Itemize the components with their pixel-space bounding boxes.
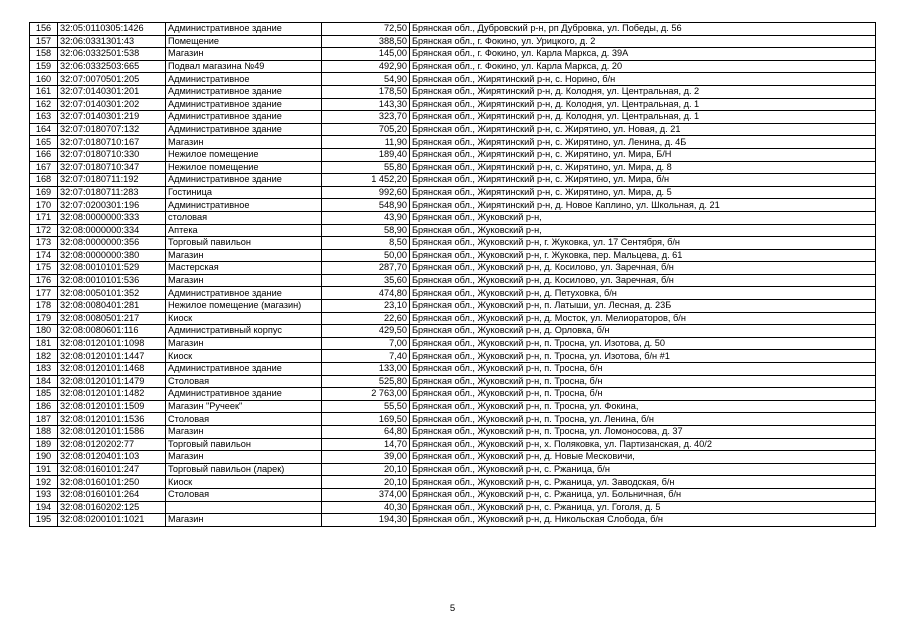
area-cell: 64,80 <box>322 426 410 439</box>
area-cell: 2 763,00 <box>322 388 410 401</box>
area-cell: 7,00 <box>322 337 410 350</box>
address-cell: Брянская обл., Дубровский р-н, рп Дубровка, ул. Победы, д. 56 <box>410 23 876 36</box>
object-name-cell: Торговый павильон (ларек) <box>166 463 322 476</box>
row-number-cell: 171 <box>30 211 58 224</box>
cadastral-number-cell: 32:07:0180710:347 <box>58 161 166 174</box>
object-name-cell: Магазин <box>166 274 322 287</box>
object-name-cell: Административное <box>166 73 322 86</box>
table-row <box>30 161 876 174</box>
cadastral-number-cell: 32:08:0120101:1586 <box>58 426 166 439</box>
address-cell: Брянская обл., Жуковский р-н, д. Косилово, ул. Заречная, б/н <box>410 274 876 287</box>
area-cell: 40,30 <box>322 501 410 514</box>
address-cell: Брянская обл., Жирятинский р-н, с. Жирятино, ул. Мира, Б/Н <box>410 148 876 161</box>
address-cell: Брянская обл., Жуковский р-н, с. Ржаница, ул. Гоголя, д. 5 <box>410 501 876 514</box>
table-row <box>30 237 876 250</box>
area-cell: 55,50 <box>322 400 410 413</box>
object-name-cell: Административное здание <box>166 363 322 376</box>
table-row <box>30 123 876 136</box>
address-cell: Брянская обл., Жуковский р-н, д. Новые Месковичи, <box>410 451 876 464</box>
cadastral-number-cell: 32:07:0180707:132 <box>58 123 166 136</box>
address-cell: Брянская обл., Жирятинский р-н, д. Новое Каплино, ул. Школьная, д. 21 <box>410 199 876 212</box>
address-cell: Брянская обл., Жуковский р-н, д. Петуховка, б/н <box>410 287 876 300</box>
object-name-cell: Магазин "Ручеек" <box>166 400 322 413</box>
row-number-cell: 157 <box>30 35 58 48</box>
page-number: 5 <box>449 603 456 614</box>
area-cell: 1 452,20 <box>322 174 410 187</box>
row-number-cell: 192 <box>30 476 58 489</box>
row-number-cell: 164 <box>30 123 58 136</box>
area-cell: 194,30 <box>322 514 410 527</box>
area-cell: 35,60 <box>322 274 410 287</box>
row-number-cell: 158 <box>30 48 58 61</box>
row-number-cell: 156 <box>30 23 58 36</box>
object-name-cell: Административное здание <box>166 174 322 187</box>
object-name-cell: Магазин <box>166 48 322 61</box>
area-cell: 145,00 <box>322 48 410 61</box>
address-cell: Брянская обл., Жуковский р-н, д. Никольская Слобода, б/н <box>410 514 876 527</box>
table-row <box>30 136 876 149</box>
table-row <box>30 400 876 413</box>
address-cell: Брянская обл., г. Фокино, ул. Урицкого, д. 2 <box>410 35 876 48</box>
cadastral-number-cell: 32:08:0160101:247 <box>58 463 166 476</box>
object-name-cell: Административное здание <box>166 287 322 300</box>
address-cell: Брянская обл., г. Фокино, ул. Карла Маркса, д. 39А <box>410 48 876 61</box>
row-number-cell: 186 <box>30 400 58 413</box>
row-number-cell: 159 <box>30 60 58 73</box>
cadastral-number-cell: 32:08:0080401:281 <box>58 300 166 313</box>
cadastral-number-cell: 32:08:0080601:116 <box>58 325 166 338</box>
area-cell: 287,70 <box>322 262 410 275</box>
table-row <box>30 438 876 451</box>
table-row <box>30 249 876 262</box>
row-number-cell: 169 <box>30 186 58 199</box>
row-number-cell: 173 <box>30 237 58 250</box>
row-number-cell: 184 <box>30 375 58 388</box>
row-number-cell: 182 <box>30 350 58 363</box>
property-register-table <box>29 22 876 527</box>
cadastral-number-cell: 32:08:0120101:1536 <box>58 413 166 426</box>
address-cell: Брянская обл., Жуковский р-н, п. Тросна, ул. Ленина, б/н <box>410 413 876 426</box>
table-row <box>30 224 876 237</box>
cadastral-number-cell: 32:08:0000000:333 <box>58 211 166 224</box>
cadastral-number-cell: 32:08:0010101:529 <box>58 262 166 275</box>
area-cell: 55,80 <box>322 161 410 174</box>
table-row <box>30 85 876 98</box>
cadastral-number-cell: 32:07:0140301:202 <box>58 98 166 111</box>
object-name-cell: Киоск <box>166 476 322 489</box>
address-cell: Брянская обл., Жирятинский р-н, с. Жирятино, ул. Мира, б/н <box>410 174 876 187</box>
cadastral-number-cell: 32:08:0000000:334 <box>58 224 166 237</box>
area-cell: 388,50 <box>322 35 410 48</box>
address-cell: Брянская обл., Жуковский р-н, д. Косилово, ул. Заречная, б/н <box>410 262 876 275</box>
object-name-cell: Административное здание <box>166 111 322 124</box>
address-cell: Брянская обл., Жуковский р-н, п. Тросна, ул. Фокина, <box>410 400 876 413</box>
cadastral-number-cell: 32:07:0070501:205 <box>58 73 166 86</box>
table-row <box>30 426 876 439</box>
address-cell: Брянская обл., Жирятинский р-н, д. Колодня, ул. Центральная, д. 2 <box>410 85 876 98</box>
object-name-cell: Административный корпус <box>166 325 322 338</box>
area-cell: 178,50 <box>322 85 410 98</box>
table-row <box>30 48 876 61</box>
object-name-cell: Нежилое помещение <box>166 148 322 161</box>
address-cell: Брянская обл., Жуковский р-н, д. Орловка, б/н <box>410 325 876 338</box>
object-name-cell: Торговый павильон <box>166 438 322 451</box>
object-name-cell: Столовая <box>166 488 322 501</box>
table-row <box>30 300 876 313</box>
table-row <box>30 476 876 489</box>
row-number-cell: 162 <box>30 98 58 111</box>
cadastral-number-cell: 32:06:0332503:665 <box>58 60 166 73</box>
object-name-cell <box>166 501 322 514</box>
address-cell: Брянская обл., Жуковский р-н, х. Поляковка, ул. Партизанская, д. 40/2 <box>410 438 876 451</box>
row-number-cell: 187 <box>30 413 58 426</box>
address-cell: Брянская обл., Жуковский р-н, с. Ржаница, ул. Заводская, б/н <box>410 476 876 489</box>
area-cell: 14,70 <box>322 438 410 451</box>
area-cell: 323,70 <box>322 111 410 124</box>
area-cell: 11,90 <box>322 136 410 149</box>
table-row <box>30 98 876 111</box>
table-row <box>30 274 876 287</box>
table-row <box>30 35 876 48</box>
area-cell: 133,00 <box>322 363 410 376</box>
cadastral-number-cell: 32:08:0120101:1468 <box>58 363 166 376</box>
cadastral-number-cell: 32:08:0120202:77 <box>58 438 166 451</box>
row-number-cell: 160 <box>30 73 58 86</box>
area-cell: 143,30 <box>322 98 410 111</box>
cadastral-number-cell: 32:08:0160101:264 <box>58 488 166 501</box>
cadastral-number-cell: 32:06:0331301:43 <box>58 35 166 48</box>
area-cell: 20,10 <box>322 463 410 476</box>
area-cell: 23,10 <box>322 300 410 313</box>
area-cell: 72,50 <box>322 23 410 36</box>
address-cell: Брянская обл., Жуковский р-н, д. Мосток, ул. Мелиораторов, б/н <box>410 312 876 325</box>
area-cell: 374,00 <box>322 488 410 501</box>
object-name-cell: Мастерская <box>166 262 322 275</box>
area-cell: 20,10 <box>322 476 410 489</box>
table-row <box>30 363 876 376</box>
row-number-cell: 190 <box>30 451 58 464</box>
row-number-cell: 174 <box>30 249 58 262</box>
object-name-cell: Магазин <box>166 426 322 439</box>
table-row <box>30 312 876 325</box>
object-name-cell: Административное здание <box>166 85 322 98</box>
object-name-cell: Киоск <box>166 350 322 363</box>
table-row <box>30 60 876 73</box>
row-number-cell: 166 <box>30 148 58 161</box>
area-cell: 8,50 <box>322 237 410 250</box>
cadastral-number-cell: 32:08:0120101:1482 <box>58 388 166 401</box>
object-name-cell: Подвал магазина №49 <box>166 60 322 73</box>
address-cell: Брянская обл., г. Фокино, ул. Карла Маркса, д. 20 <box>410 60 876 73</box>
register-table-body <box>30 23 876 527</box>
row-number-cell: 185 <box>30 388 58 401</box>
address-cell: Брянская обл., Жуковский р-н, с. Ржаница, ул. Больничная, б/н <box>410 488 876 501</box>
table-row <box>30 501 876 514</box>
object-name-cell: Торговый павильон <box>166 237 322 250</box>
row-number-cell: 183 <box>30 363 58 376</box>
cadastral-number-cell: 32:08:0000000:356 <box>58 237 166 250</box>
table-row <box>30 287 876 300</box>
address-cell: Брянская обл., Жуковский р-н, п. Латыши, ул. Лесная, д. 23Б <box>410 300 876 313</box>
area-cell: 50,00 <box>322 249 410 262</box>
cadastral-number-cell: 32:08:0080501:217 <box>58 312 166 325</box>
table-row <box>30 186 876 199</box>
area-cell: 705,20 <box>322 123 410 136</box>
area-cell: 7,40 <box>322 350 410 363</box>
object-name-cell: Административное <box>166 199 322 212</box>
object-name-cell: Магазин <box>166 136 322 149</box>
address-cell: Брянская обл., Жуковский р-н, п. Тросна, б/н <box>410 388 876 401</box>
cadastral-number-cell: 32:05:0110305:1426 <box>58 23 166 36</box>
object-name-cell: Административное здание <box>166 388 322 401</box>
address-cell: Брянская обл., Жуковский р-н, с. Ржаница, б/н <box>410 463 876 476</box>
object-name-cell: Административное здание <box>166 98 322 111</box>
address-cell: Брянская обл., Жирятинский р-н, с. Жирятино, ул. Мира, д. 5 <box>410 186 876 199</box>
row-number-cell: 195 <box>30 514 58 527</box>
cadastral-number-cell: 32:08:0000000:380 <box>58 249 166 262</box>
table-row <box>30 262 876 275</box>
cadastral-number-cell: 32:08:0160101:250 <box>58 476 166 489</box>
object-name-cell: Гостиница <box>166 186 322 199</box>
object-name-cell: Магазин <box>166 337 322 350</box>
address-cell: Брянская обл., Жуковский р-н, п. Тросна, б/н <box>410 363 876 376</box>
object-name-cell: Нежилое помещение (магазин) <box>166 300 322 313</box>
area-cell: 169,50 <box>322 413 410 426</box>
table-row <box>30 148 876 161</box>
object-name-cell: Административное здание <box>166 123 322 136</box>
table-row <box>30 211 876 224</box>
object-name-cell: Магазин <box>166 249 322 262</box>
cadastral-number-cell: 32:08:0160202:125 <box>58 501 166 514</box>
object-name-cell: Магазин <box>166 451 322 464</box>
row-number-cell: 172 <box>30 224 58 237</box>
row-number-cell: 178 <box>30 300 58 313</box>
cadastral-number-cell: 32:07:0180710:330 <box>58 148 166 161</box>
address-cell: Брянская обл., Жуковский р-н, г. Жуковка, пер. Мальцева, д. 61 <box>410 249 876 262</box>
area-cell: 43,90 <box>322 211 410 224</box>
address-cell: Брянская обл., Жирятинский р-н, д. Колодня, ул. Центральная, д. 1 <box>410 98 876 111</box>
object-name-cell: Киоск <box>166 312 322 325</box>
row-number-cell: 165 <box>30 136 58 149</box>
cadastral-number-cell: 32:08:0120101:1447 <box>58 350 166 363</box>
object-name-cell: Столовая <box>166 375 322 388</box>
table-row <box>30 350 876 363</box>
address-cell: Брянская обл., Жирятинский р-н, с. Жирятино, ул. Мира, д. 8 <box>410 161 876 174</box>
object-name-cell: столовая <box>166 211 322 224</box>
object-name-cell: Административное здание <box>166 23 322 36</box>
cadastral-number-cell: 32:07:0180710:167 <box>58 136 166 149</box>
row-number-cell: 193 <box>30 488 58 501</box>
row-number-cell: 170 <box>30 199 58 212</box>
area-cell: 492,90 <box>322 60 410 73</box>
row-number-cell: 167 <box>30 161 58 174</box>
table-row <box>30 111 876 124</box>
cadastral-number-cell: 32:08:0120101:1479 <box>58 375 166 388</box>
address-cell: Брянская обл., Жуковский р-н, <box>410 211 876 224</box>
row-number-cell: 181 <box>30 337 58 350</box>
row-number-cell: 194 <box>30 501 58 514</box>
area-cell: 548,90 <box>322 199 410 212</box>
cadastral-number-cell: 32:07:0140301:219 <box>58 111 166 124</box>
row-number-cell: 188 <box>30 426 58 439</box>
cadastral-number-cell: 32:08:0120101:1098 <box>58 337 166 350</box>
address-cell: Брянская обл., Жуковский р-н, п. Тросна, ул. Изотова, д. 50 <box>410 337 876 350</box>
table-row <box>30 23 876 36</box>
area-cell: 58,90 <box>322 224 410 237</box>
row-number-cell: 175 <box>30 262 58 275</box>
table-row <box>30 514 876 527</box>
table-row <box>30 388 876 401</box>
row-number-cell: 191 <box>30 463 58 476</box>
row-number-cell: 189 <box>30 438 58 451</box>
row-number-cell: 179 <box>30 312 58 325</box>
object-name-cell: Столовая <box>166 413 322 426</box>
object-name-cell: Магазин <box>166 514 322 527</box>
cadastral-number-cell: 32:08:0010101:536 <box>58 274 166 287</box>
area-cell: 429,50 <box>322 325 410 338</box>
table-row <box>30 325 876 338</box>
table-row <box>30 337 876 350</box>
cadastral-number-cell: 32:07:0200301:196 <box>58 199 166 212</box>
address-cell: Брянская обл., Жирятинский р-н, д. Колодня, ул. Центральная, д. 1 <box>410 111 876 124</box>
object-name-cell: Нежилое помещение <box>166 161 322 174</box>
table-row <box>30 413 876 426</box>
area-cell: 39,00 <box>322 451 410 464</box>
table-row <box>30 73 876 86</box>
cadastral-number-cell: 32:06:0332501:538 <box>58 48 166 61</box>
table-row <box>30 488 876 501</box>
address-cell: Брянская обл., Жуковский р-н, п. Тросна, ул. Изотова, б/н #1 <box>410 350 876 363</box>
address-cell: Брянская обл., Жуковский р-н, п. Тросна, ул. Ломоносова, д. 37 <box>410 426 876 439</box>
row-number-cell: 177 <box>30 287 58 300</box>
address-cell: Брянская обл., Жуковский р-н, п. Тросна, б/н <box>410 375 876 388</box>
address-cell: Брянская обл., Жирятинский р-н, с. Норино, б/н <box>410 73 876 86</box>
row-number-cell: 176 <box>30 274 58 287</box>
cadastral-number-cell: 32:07:0180711:192 <box>58 174 166 187</box>
table-row <box>30 174 876 187</box>
table-row <box>30 375 876 388</box>
object-name-cell: Аптека <box>166 224 322 237</box>
table-row <box>30 199 876 212</box>
address-cell: Брянская обл., Жуковский р-н, <box>410 224 876 237</box>
area-cell: 525,80 <box>322 375 410 388</box>
table-row <box>30 463 876 476</box>
address-cell: Брянская обл., Жуковский р-н, г. Жуковка, ул. 17 Сентября, б/н <box>410 237 876 250</box>
address-cell: Брянская обл., Жирятинский р-н, с. Жирятино, ул. Ленина, д. 4Б <box>410 136 876 149</box>
cadastral-number-cell: 32:08:0120101:1509 <box>58 400 166 413</box>
cadastral-number-cell: 32:07:0180711:283 <box>58 186 166 199</box>
object-name-cell: Помещение <box>166 35 322 48</box>
row-number-cell: 161 <box>30 85 58 98</box>
row-number-cell: 180 <box>30 325 58 338</box>
row-number-cell: 163 <box>30 111 58 124</box>
row-number-cell: 168 <box>30 174 58 187</box>
area-cell: 992,60 <box>322 186 410 199</box>
table-row <box>30 451 876 464</box>
area-cell: 189,40 <box>322 148 410 161</box>
cadastral-number-cell: 32:08:0200101:1021 <box>58 514 166 527</box>
address-cell: Брянская обл., Жирятинский р-н, с. Жирятино, ул. Новая, д. 21 <box>410 123 876 136</box>
cadastral-number-cell: 32:07:0140301:201 <box>58 85 166 98</box>
cadastral-number-cell: 32:08:0050101:352 <box>58 287 166 300</box>
area-cell: 54,90 <box>322 73 410 86</box>
cadastral-number-cell: 32:08:0120401:103 <box>58 451 166 464</box>
area-cell: 474,80 <box>322 287 410 300</box>
area-cell: 22,60 <box>322 312 410 325</box>
